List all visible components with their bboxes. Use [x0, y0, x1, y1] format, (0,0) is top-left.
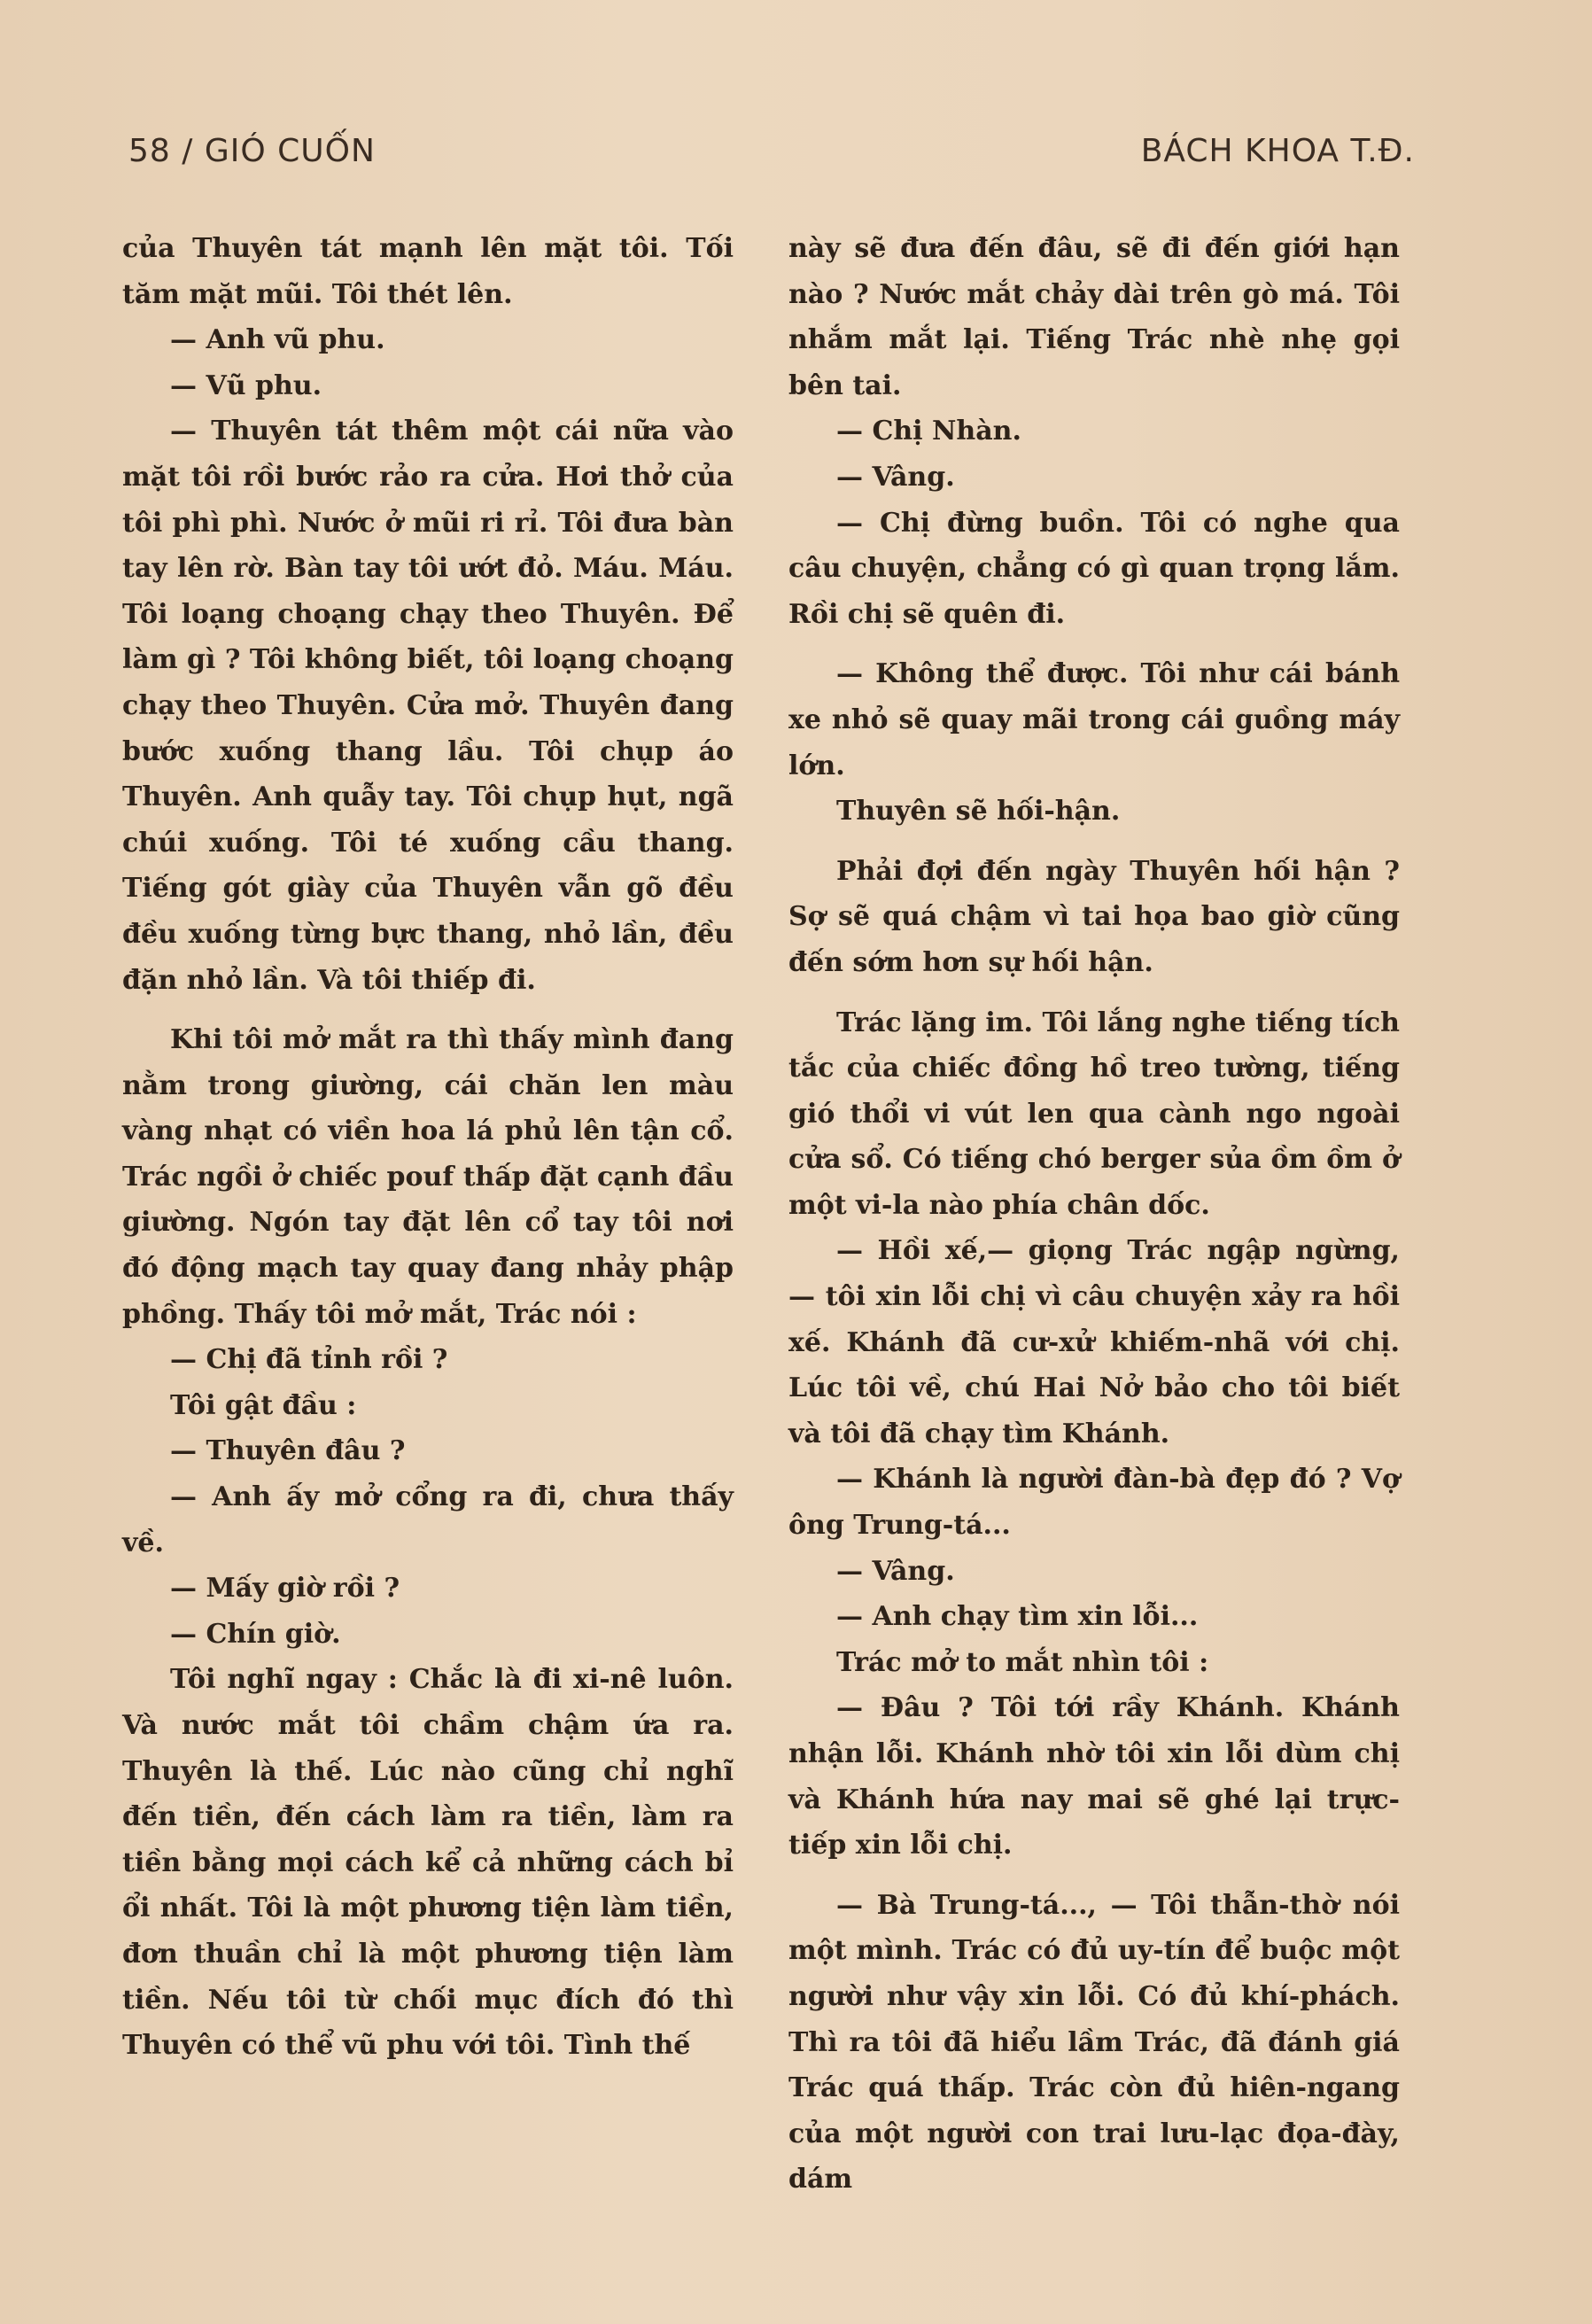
publication-name: BÁCH KHOA T.Đ. — [1140, 133, 1415, 169]
paragraph: — Mấy giờ rồi ? — [170, 1573, 400, 1605]
paragraph: — Hồi xế,— giọng Trác ngập ngừng, — tôi xin lỗi chị vì câu chuyện xảy ra hồi xế. Khánh đã cư-xử khiếm-nhã với chị. Lúc tôi về, chú Hai Nở bảo cho tôi biết và tôi đã chạy tìm Khánh. — [788, 1235, 1400, 1450]
paragraph: — Vâng. — [836, 1555, 955, 1587]
paragraph: — Anh ấy mở cổng ra đi, chưa thấy về. — [122, 1481, 734, 1558]
paragraph: — Chị Nhàn. — [836, 416, 1021, 447]
paragraph: Phải đợi đến ngày Thuyên hối hận ? Sợ sẽ quá chậm vì tai họa bao giờ cũng đến sớm hơn sự hối hận. — [788, 855, 1400, 978]
running-header — [128, 133, 1415, 177]
paragraph: — Thuyên đâu ? — [170, 1435, 406, 1467]
paragraph: — Đâu ? Tôi tới rầy Khánh. Khánh nhận lỗi. Khánh nhờ tôi xin lỗi dùm chị và Khánh hứa nay mai sẽ ghé lại trực-tiếp xin lỗi chị. — [788, 1692, 1400, 1862]
paragraph: Trác mở to mắt nhìn tôi : — [836, 1646, 1209, 1678]
paragraph: Tôi gật đầu : — [170, 1389, 357, 1421]
right-text-column — [788, 226, 1400, 2203]
left-text-column — [122, 226, 734, 2069]
paragraph: — Anh vũ phu. — [170, 324, 385, 356]
paragraph: — Chị đừng buồn. Tôi có nghe qua câu chuyện, chẳng có gì quan trọng lắm. Rồi chị sẽ quên đi. — [788, 507, 1400, 630]
paragraph: — Thuyên tát thêm một cái nữa vào mặt tôi rồi bước rảo ra cửa. Hơi thở của tôi phì phì. Nước ở mũi ri rỉ. Tôi đưa bàn tay lên rờ. Bàn tay tôi ướt đỏ. Máu. Máu. Tôi loạng choạng chạy theo Thuyên. Để làm gì ? Tôi không biết, tôi loạng choạng chạy theo Thuyên. Cửa mở. Thuyên đang bước xuống thang lầu. Tôi chụp áo Thuyên. Anh quẫy tay. Tôi chụp hụt, ngã chúi xuống. Tôi té xuống cầu thang. Tiếng gót giày của Thuyên vẫn gõ đều đều xuống từng bực thang, nhỏ lần, đều đặn nhỏ lần. Và tôi thiếp đi. — [122, 416, 734, 996]
paragraph: Thuyên sẽ hối-hận. — [836, 796, 1121, 828]
paragraph: — Vâng. — [836, 461, 955, 493]
paragraph: này sẽ đưa đến đâu, sẽ đi đến giới hạn nào ? Nước mắt chảy dài trên gò má. Tôi nhắm mắt lại. Tiếng Trác nhè nhẹ gọi bên tai. — [788, 233, 1400, 401]
paragraph: Khi tôi mở mắt ra thì thấy mình đang nằm trong giường, cái chăn len màu vàng nhạt có viền hoa lá phủ lên tận cổ. Trác ngồi ở chiếc pouf thấp đặt cạnh đầu giường. Ngón tay đặt lên cổ tay tôi nơi đó động mạch tay quay đang nhảy phập phồng. Thấy tôi mở mắt, Trác nói : — [122, 1024, 734, 1330]
page-number-title: 58 / GIÓ CUỐN — [128, 133, 376, 169]
paragraph: của Thuyên tát mạnh lên mặt tôi. Tối tăm mặt mũi. Tôi thét lên. — [122, 233, 734, 310]
paragraph: Tôi nghĩ ngay : Chắc là đi xi-nê luôn. Và nước mắt tôi chầm chậm ứa ra. Thuyên là thế. Lúc nào cũng chỉ nghĩ đến tiền, đến cách làm ra tiền, làm ra tiền bằng mọi cách kể cả những cách bỉ ổi nhất. Tôi là một phương tiện làm tiền, đơn thuần chỉ là một phương tiện làm tiền. Nếu tôi từ chối mục đích đó thì Thuyên có thể vũ phu với tôi. Tình thế — [122, 1664, 734, 2062]
paragraph: — Khánh là người đàn-bà đẹp đó ? Vợ ông Trung-tá... — [788, 1464, 1400, 1542]
paragraph: — Chín giờ. — [170, 1618, 341, 1650]
paragraph: — Bà Trung-tá..., — Tôi thẫn-thờ nói một mình. Trác có đủ uy-tín để buộc một người như vậy xin lỗi. Có đủ khí-phách. Thì ra tôi đã hiểu lầm Trác, đã đánh giá Trác quá thấp. Trác còn đủ hiên-ngang của một người con trai lưu-lạc đọa-đày, dám — [788, 1889, 1400, 2196]
paragraph: — Không thể được. Tôi như cái bánh xe nhỏ sẽ quay mãi trong cái guồng máy lớn. — [788, 658, 1400, 781]
paragraph: — Anh chạy tìm xin lỗi... — [836, 1601, 1199, 1633]
paragraph: Trác lặng im. Tôi lắng nghe tiếng tích tắc của chiếc đồng hồ treo tường, tiếng gió thổi vi vút len qua cành ngo ngoài cửa sổ. Có tiếng chó berger sủa ồm ồm ở một vi-la nào phía chân dốc. — [788, 1007, 1400, 1221]
paragraph: — Vũ phu. — [170, 369, 322, 401]
paragraph: — Chị đã tỉnh rồi ? — [170, 1344, 448, 1376]
